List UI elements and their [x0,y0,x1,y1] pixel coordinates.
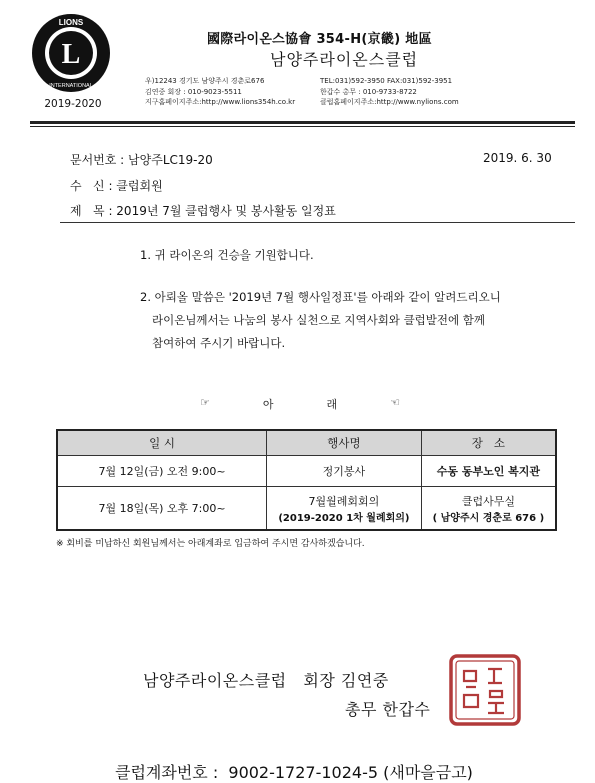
doc-date: 2019. 6. 30 [483,151,552,165]
paragraph-2-line2: 라이온님께서는 나눔의 봉사 실천으로 지역사회와 클럽발전에 함께 [152,313,485,327]
paragraph-2-line1: 2. 아뢰올 말씀은 '2019년 7월 행사일정표'를 아래와 같이 알려드리오니 [140,290,501,304]
contact-right [320,76,459,108]
arae-a: 아 [262,398,274,411]
bank-account: 클럽계좌번호 : 9002-1727-1024-5 (새마을금고) [115,763,473,782]
row2-event [267,487,422,531]
row1-datetime: 7월 12일(금) 오전 9:00~ [57,456,267,487]
club-name: 남양주라이온스클럽 [270,50,419,69]
official-seal-icon [448,653,522,727]
schedule-table [56,429,557,531]
col-header-place: 장 소 [421,430,556,456]
col-header-event: 행사명 [267,430,422,456]
table-row [57,456,556,487]
lions-logo-icon [30,12,112,94]
subject: 제 목 : 2019년 7월 클럽행사 및 봉사활동 일정표 [70,204,336,218]
payment-note: ※ 회비를 미납하신 회원님께서는 아래계좌로 입금하여 주시면 감사하겠습니다. [56,539,365,549]
row1-event: 정기봉사 [267,456,422,487]
arae-re: 래 [326,398,338,411]
header-rule [30,121,575,124]
row2-event-detail: (2019-2020 1차 월례회의) [278,512,410,524]
svg-text:INTERNATIONAL: INTERNATIONAL [49,83,93,89]
row1-place: 수동 동부노인 복지관 [421,456,556,487]
svg-text:L: L [61,39,81,70]
row2-place [421,487,556,531]
contact-left [145,76,295,108]
district-homepage: 지구홈페이지주소:http://www.lions354h.co.kr [145,98,296,106]
signature-president: 남양주라이온스클럽 회장 김연중 [143,671,389,690]
paragraph-1: 1. 귀 라이온의 건승을 기원합니다. [140,248,314,262]
paragraph-2-line3: 참여하여 주시기 바랍니다. [152,336,286,350]
pointing-left-icon: ☜ [390,396,400,409]
year-range: 2019-2020 [44,98,102,110]
pointing-right-icon: ☞ [200,396,210,409]
club-homepage: 클럽홈페이지주소:http://www.nylions.com [320,98,459,106]
signature-secretary: 총무 한갑수 [345,700,431,719]
svg-text:LIONS: LIONS [58,18,84,27]
org-title: 國際라이온스協會 354-H(京畿) 地區 [207,32,432,47]
table-header-row [57,430,556,456]
recipient: 수 신 : 클럽회원 [70,179,163,193]
row2-event-name: 7월월례회회의 [308,494,380,508]
meta-rule [60,222,575,223]
doc-number: 문서번호 : 남양주LC19-20 [70,153,213,167]
table-row [57,487,556,531]
tel-fax: TEL:031)592-3950 FAX:031)592-3951 [320,77,453,85]
row2-place-address: ( 남양주시 경춘로 676 ) [432,512,545,524]
arae-heading [200,396,400,412]
address: 우)12243 경기도 남양주시 경춘로676 [145,77,265,85]
paragraph-2 [140,286,560,355]
row2-place-name: 클럽사무실 [461,494,515,508]
row2-datetime: 7월 18일(목) 오후 7:00~ [57,487,267,531]
secretary-phone: 한갑수 총무 : 010-9733-8722 [320,87,417,96]
header-rule-thin [30,126,575,127]
president-phone: 김연중 회장 : 010-9023-5511 [145,87,242,96]
col-header-datetime: 일 시 [57,430,267,456]
